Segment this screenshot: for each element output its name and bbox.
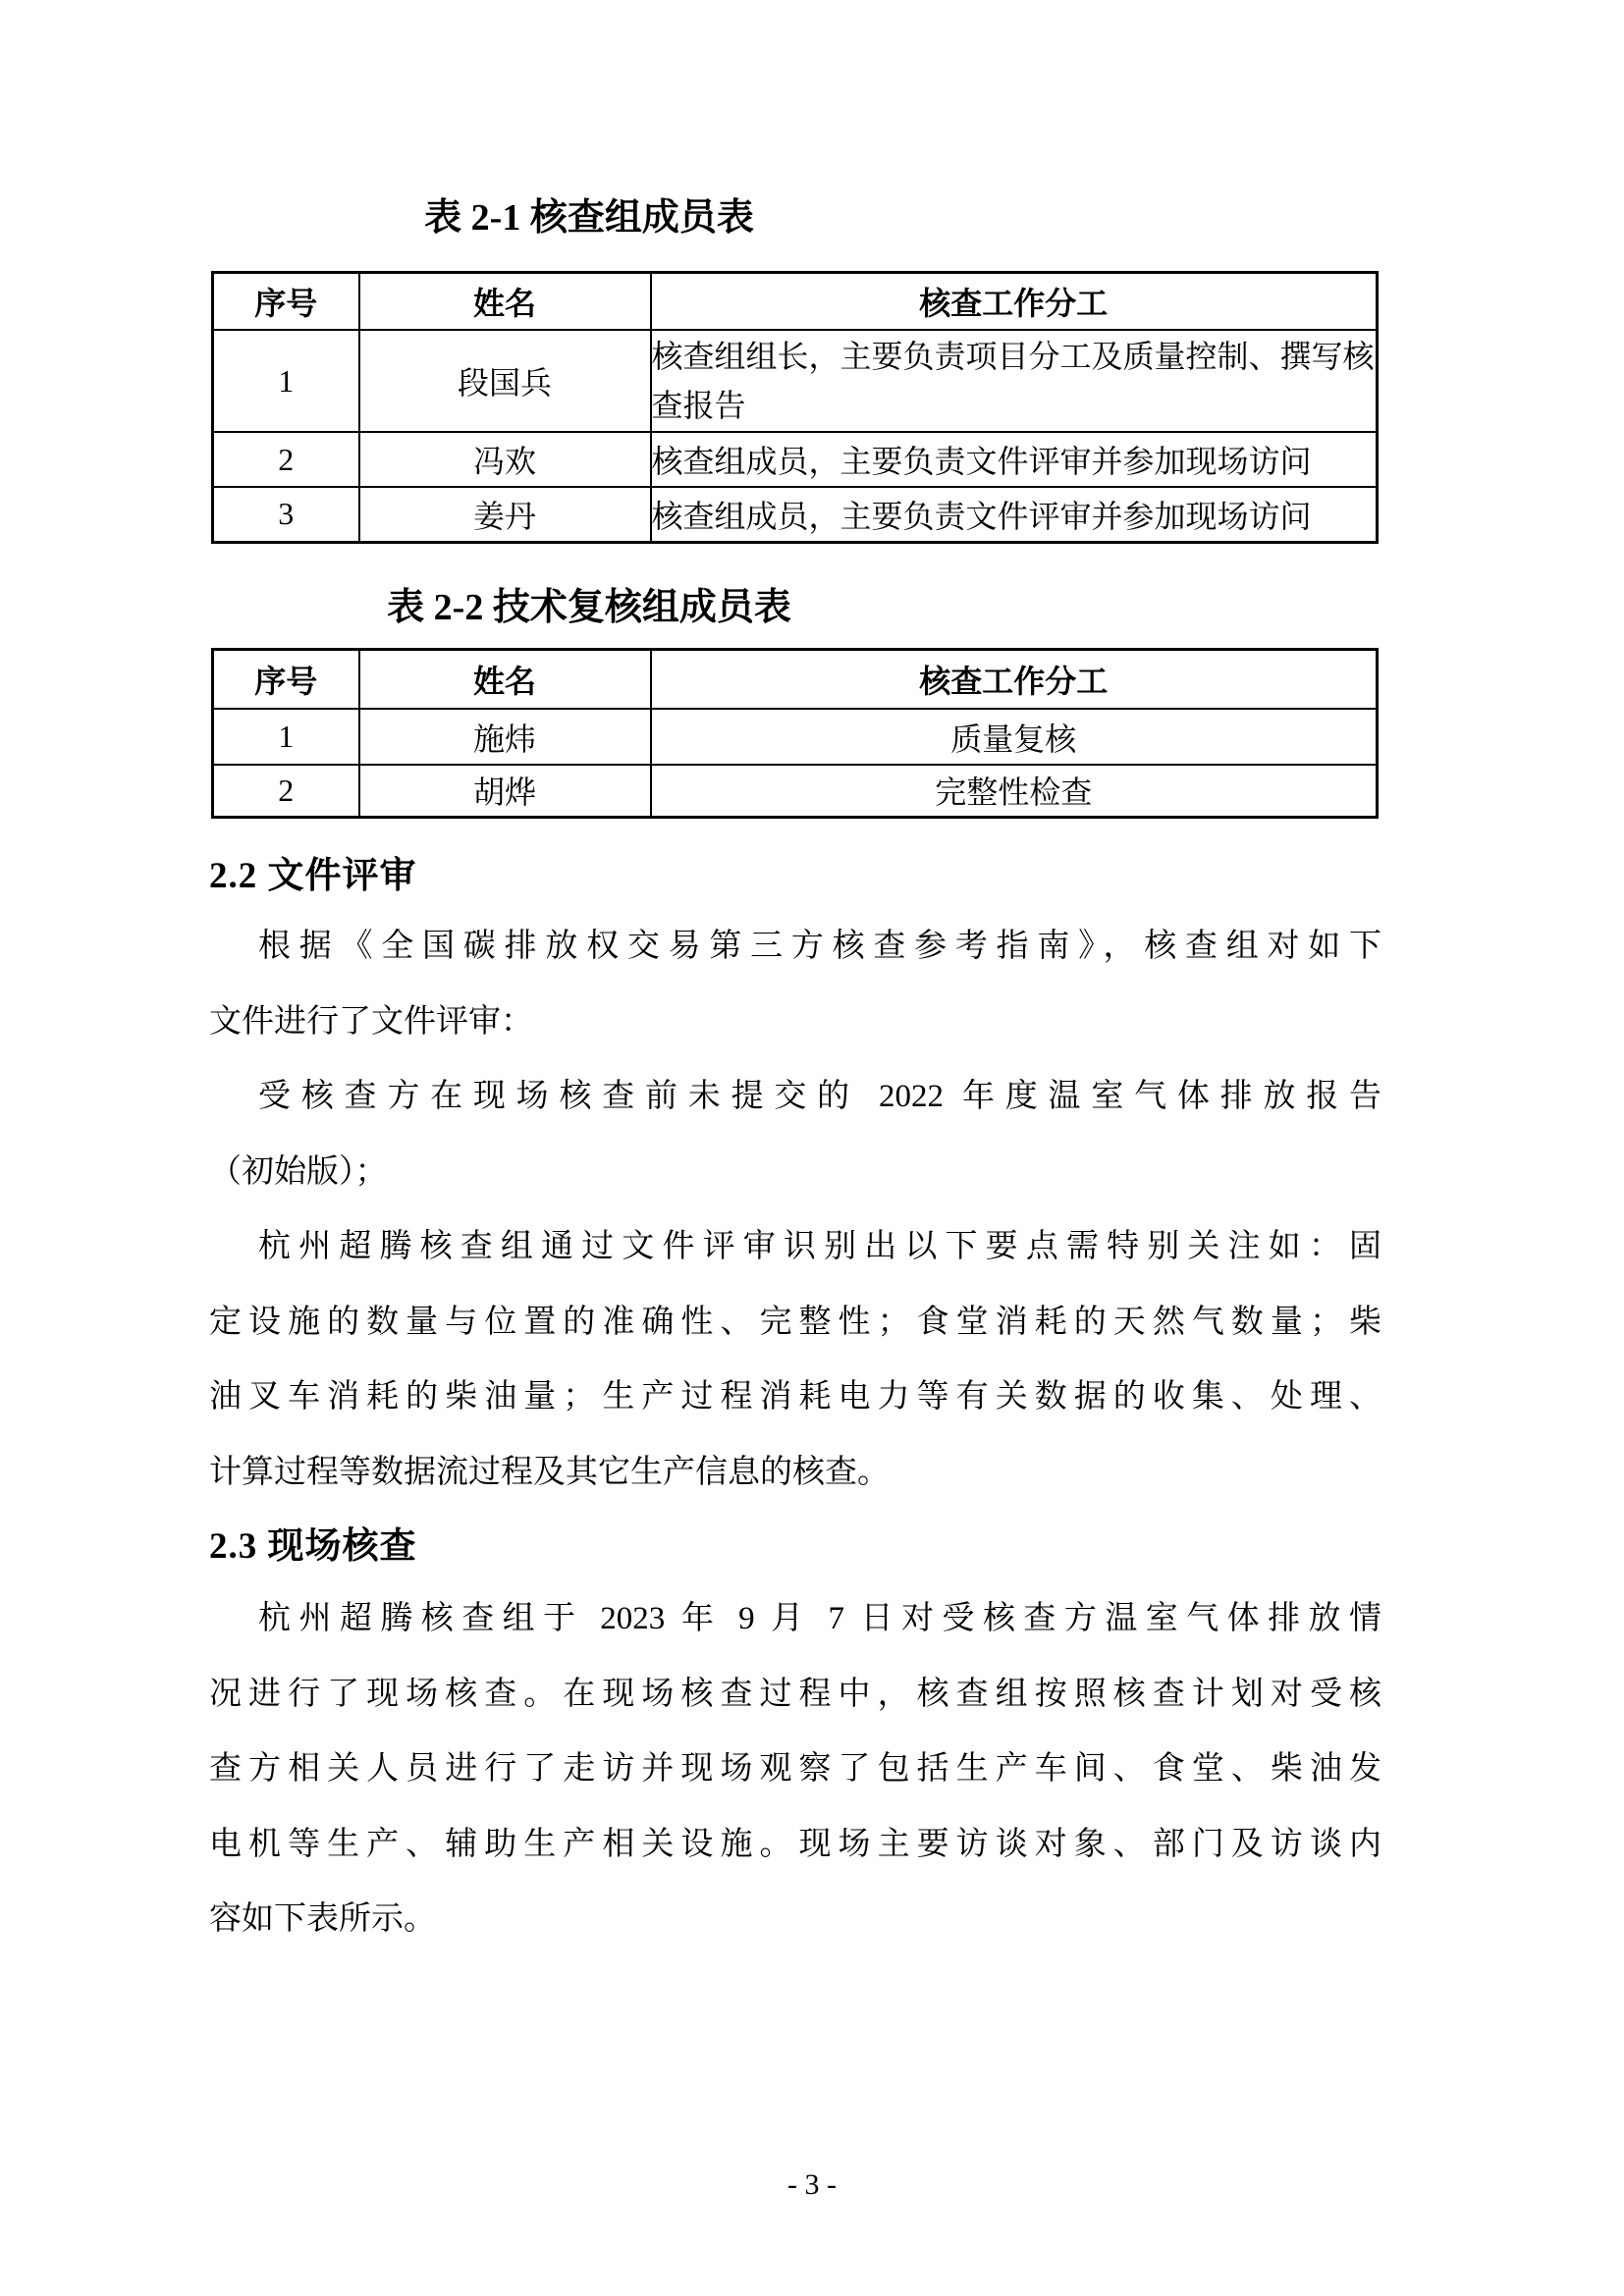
table-row [213,432,1378,487]
cell-duty: 核查组组长，主要负责项目分工及质量控制、撰写核查报告 [651,330,1378,432]
cell-duty: 核查组成员，主要负责文件评审并参加现场访问 [651,487,1378,542]
cell-index: 1 [213,709,359,765]
section-heading-2-2: 2.2 文件评审 [209,856,417,896]
body-line: 容如下表所示。 [209,1901,436,1937]
cell-index: 3 [213,487,359,542]
body-line: 根据《全国碳排放权交易第三方核查参考指南》，核查组对如下 [258,929,1381,964]
body-line: 电机等生产、辅助生产相关设施。现场主要访谈对象、部门及访谈内 [209,1826,1381,1862]
cell-index: 1 [213,330,359,432]
table-row [213,487,1378,542]
header-cell-name: 姓名 [359,650,651,710]
body-line: 况进行了现场核查。在现场核查过程中，核查组按照核查计划对受核 [209,1676,1381,1712]
cell-index: 2 [213,432,359,487]
body-line: 定设施的数量与位置的准确性、完整性；食堂消耗的天然气数量；柴 [209,1304,1381,1340]
page-number: - 3 - [787,2168,837,2201]
table-row [213,765,1378,817]
body-line: 查方相关人员进行了走访并现场观察了包括生产车间、食堂、柴油发 [209,1751,1381,1787]
table-header-row [213,273,1378,331]
body-line: 计算过程等数据流过程及其它生产信息的核查。 [209,1454,890,1490]
cell-duty: 核查组成员，主要负责文件评审并参加现场访问 [651,432,1378,487]
table-header-row [213,650,1378,710]
technical-review-team-table [211,648,1379,819]
table-row [213,709,1378,765]
section-heading-2-3: 2.3 现场核查 [209,1526,417,1567]
cell-index: 2 [213,765,359,817]
cell-duty: 质量复核 [651,709,1378,765]
body-line: （初始版）； [209,1153,388,1190]
body-line: 杭州超腾核查组于 2023 年 9 月 7 日对受核查方温室气体排放情 [258,1601,1381,1636]
header-cell-name: 姓名 [359,273,651,331]
cell-duty: 完整性检查 [651,765,1378,817]
body-line: 油叉车消耗的柴油量；生产过程消耗电力等有关数据的收集、处理、 [209,1379,1381,1415]
cell-name: 胡烨 [359,765,651,817]
table-2-2-caption: 表 2-2 技术复核组成员表 [387,587,791,628]
verification-team-table [211,271,1379,544]
cell-name: 施炜 [359,709,651,765]
header-cell-duty: 核查工作分工 [651,650,1378,710]
body-line: 杭州超腾核查组通过文件评审识别出以下要点需特别关注如：固 [258,1229,1381,1264]
table-row [213,330,1378,432]
cell-name: 段国兵 [359,330,651,432]
table-2-1-caption: 表 2-1 核查组成员表 [424,197,754,239]
header-cell-index: 序号 [213,273,359,331]
section-2-3-body [209,1581,1381,1957]
section-2-2-body [209,909,1381,1510]
cell-name: 冯欢 [359,432,651,487]
header-cell-duty: 核查工作分工 [651,273,1378,331]
body-line: 受核查方在现场核查前未提交的 2022 年度温室气体排放报告 [258,1079,1381,1114]
header-cell-index: 序号 [213,650,359,710]
cell-name: 姜丹 [359,487,651,542]
body-line: 文件进行了文件评审： [209,1003,533,1040]
